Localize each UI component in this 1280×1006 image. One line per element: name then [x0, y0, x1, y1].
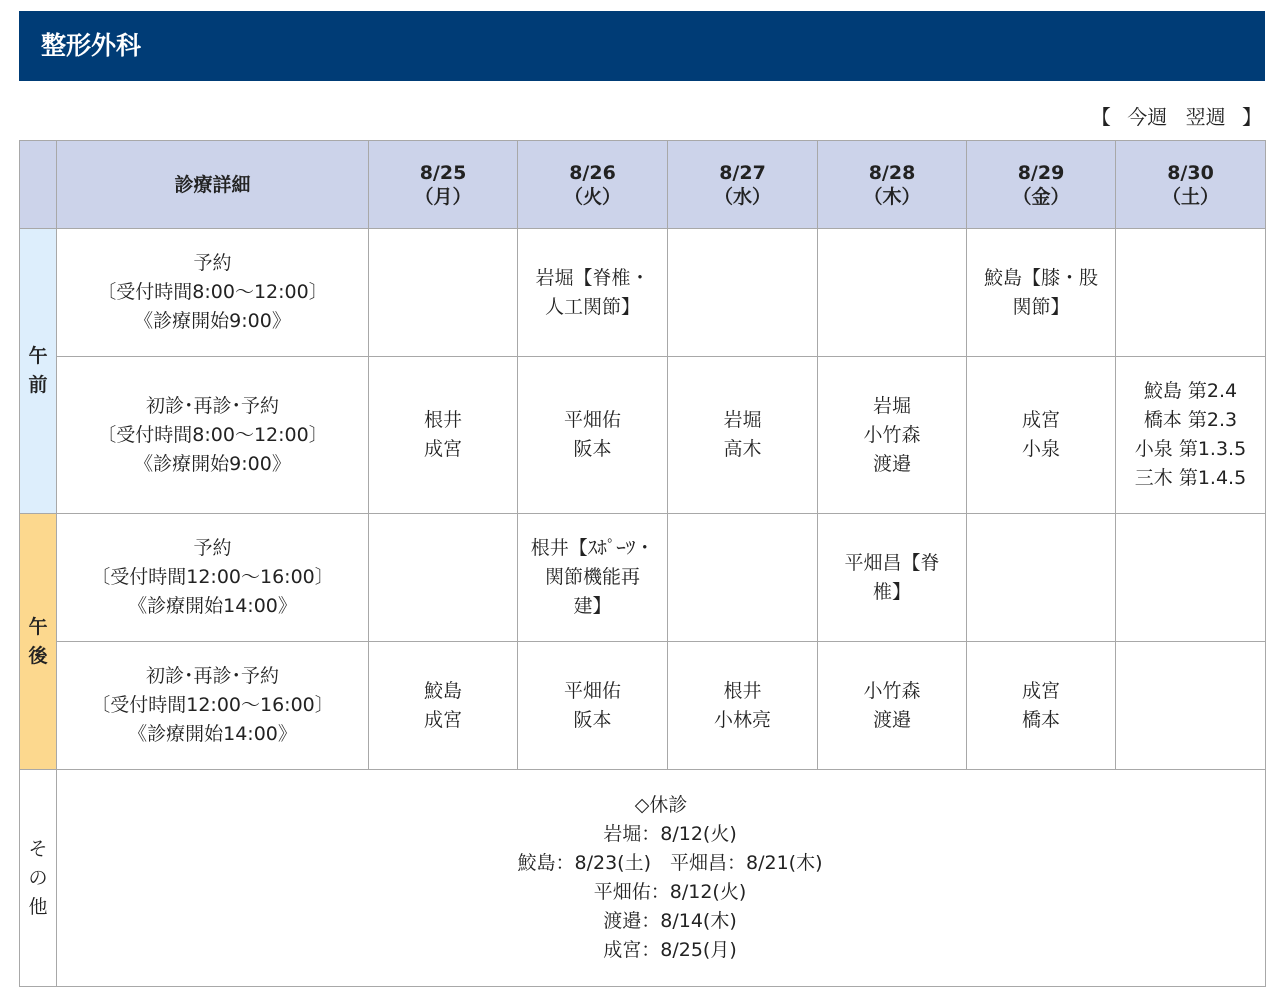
pm-label — [20, 514, 57, 770]
doctor-cell — [518, 642, 668, 770]
table-row — [20, 514, 1266, 642]
day-weekday: （土） — [1161, 185, 1219, 208]
closure-line: 平畑佑：8/12(火) — [593, 881, 747, 903]
closure-line: 渡邉：8/14(木) — [603, 910, 737, 932]
doctor-cell — [1116, 514, 1266, 642]
doctor-name: 三木 第1.4.5 — [1134, 467, 1247, 489]
doctor-cell — [818, 514, 967, 642]
detail-column-header: 診療詳細 — [57, 141, 369, 229]
notes-row — [20, 770, 1266, 987]
pm-label-char: 後 — [28, 644, 48, 667]
doctor-cell — [369, 514, 518, 642]
page-title: 整形外科 — [41, 31, 142, 60]
doctor-name: 鮫島 — [423, 679, 462, 702]
doctor-cell — [967, 514, 1116, 642]
doctor-name: 阪本 — [573, 438, 612, 460]
doctor-cell — [668, 357, 818, 514]
doctor-name: 平畑佑 — [563, 409, 621, 431]
day-header — [668, 141, 818, 229]
session-detail-line: 〔受付時間8:00～12:00〕 — [97, 423, 328, 446]
pm-label-char: 午 — [28, 615, 48, 638]
doctor-cell — [1116, 642, 1266, 770]
doctor-name: 渡邉 — [872, 708, 911, 731]
doctor-name: 関節機能再 — [544, 566, 640, 588]
doctor-cell — [668, 642, 818, 770]
session-detail-line: 《診療開始9:00》 — [134, 452, 291, 475]
closure-notes — [57, 770, 1266, 987]
doctor-name: 高木 — [723, 438, 762, 460]
doctor-name: 鮫島【膝・股 — [983, 266, 1098, 289]
doctor-cell — [818, 642, 967, 770]
doctor-name: 小林亮 — [713, 708, 771, 731]
doctor-cell — [369, 229, 518, 357]
other-label — [20, 770, 57, 987]
closure-heading: ◇休診 — [634, 794, 688, 816]
doctor-name: 平畑佑 — [563, 679, 621, 702]
doctor-cell — [967, 357, 1116, 514]
table-row — [20, 642, 1266, 770]
doctor-name: 小竹森 — [863, 423, 921, 446]
doctor-name: 平畑昌【脊 — [844, 551, 940, 574]
doctor-cell — [518, 357, 668, 514]
day-weekday: （月） — [414, 185, 472, 208]
doctor-name: 岩堀【脊椎・ — [535, 266, 650, 289]
doctor-cell — [818, 229, 967, 357]
session-detail-line: 〔受付時間12:00～16:00〕 — [91, 694, 334, 716]
closure-line: 成宮：8/25(月) — [603, 939, 737, 961]
doctor-name: 橋本 第2.3 — [1143, 409, 1238, 431]
day-weekday: （水） — [713, 185, 771, 208]
doctor-name: 小泉 第1.3.5 — [1134, 438, 1247, 460]
day-date: 8/27 — [719, 161, 766, 184]
session-detail-line: 《診療開始14:00》 — [128, 595, 297, 617]
doctor-name: 小竹森 — [863, 679, 921, 702]
doctor-cell — [668, 229, 818, 357]
doctor-name: 人工関節】 — [544, 295, 640, 318]
session-detail-cell — [57, 642, 369, 770]
doctor-name: 根井 — [423, 409, 462, 431]
table-row — [20, 357, 1266, 514]
week-nav-close-bracket: 】 — [1242, 105, 1262, 129]
closure-line: 鮫島：8/23(土) 平畑昌：8/21(木) — [517, 852, 823, 874]
am-label — [20, 229, 57, 514]
doctor-cell — [967, 229, 1116, 357]
day-header — [818, 141, 967, 229]
doctor-name: 成宮 — [423, 438, 462, 460]
am-label-char: 前 — [28, 374, 48, 396]
day-date: 8/26 — [569, 161, 616, 184]
table-row — [20, 229, 1266, 357]
am-label-char: 午 — [28, 345, 48, 367]
other-label-char: そ — [28, 837, 48, 860]
day-date: 8/30 — [1167, 161, 1214, 184]
day-header — [518, 141, 668, 229]
doctor-name: 椎】 — [872, 580, 911, 603]
table-header-row — [20, 141, 1266, 229]
doctor-name: 鮫島 第2.4 — [1143, 380, 1238, 402]
day-date: 8/25 — [419, 161, 467, 184]
doctor-cell — [518, 229, 668, 357]
day-header — [1116, 141, 1266, 229]
doctor-cell — [967, 642, 1116, 770]
doctor-name: 成宮 — [1021, 409, 1060, 431]
session-detail-line: 初診･再診･予約 — [145, 394, 279, 417]
doctor-cell — [369, 642, 518, 770]
doctor-name: 根井【ｽﾎﾟｰﾂ・ — [530, 537, 655, 559]
week-nav-open-bracket: 【 — [1090, 105, 1111, 129]
session-detail-line: 予約 — [193, 252, 232, 274]
doctor-name: 岩堀 — [723, 409, 762, 431]
doctor-cell — [818, 357, 967, 514]
day-header — [967, 141, 1116, 229]
doctor-cell — [1116, 357, 1266, 514]
doctor-name: 小泉 — [1021, 438, 1060, 460]
other-label-char: の — [28, 866, 48, 889]
doctor-name: 渡邉 — [872, 452, 911, 475]
doctor-cell — [1116, 229, 1266, 357]
day-weekday: （木） — [863, 185, 921, 208]
week-navigation — [1087, 104, 1266, 130]
session-detail-line: 《診療開始9:00》 — [134, 310, 291, 332]
session-detail-cell — [57, 229, 369, 357]
day-date: 8/28 — [868, 161, 916, 184]
doctor-name: 成宮 — [423, 708, 462, 731]
session-detail-line: 〔受付時間12:00～16:00〕 — [91, 566, 334, 588]
doctor-name: 岩堀 — [872, 394, 911, 417]
day-date: 8/29 — [1017, 161, 1065, 184]
table-corner-cell — [20, 141, 57, 229]
doctor-name: 橋本 — [1021, 708, 1060, 731]
session-detail-line: 初診･再診･予約 — [145, 665, 279, 687]
doctor-cell — [518, 514, 668, 642]
page-header — [19, 11, 1265, 81]
session-detail-cell — [57, 357, 369, 514]
doctor-name: 建】 — [573, 595, 612, 617]
doctor-name: 根井 — [723, 679, 762, 702]
closure-line: 岩堀：8/12(火) — [603, 823, 737, 845]
schedule-table — [19, 140, 1266, 987]
day-weekday: （火） — [563, 185, 621, 208]
other-label-char: 他 — [28, 895, 48, 918]
doctor-cell — [668, 514, 818, 642]
day-weekday: （金） — [1012, 185, 1070, 208]
this-week-link[interactable]: 今週 — [1127, 105, 1168, 129]
doctor-name: 阪本 — [573, 708, 612, 731]
doctor-name: 成宮 — [1021, 679, 1060, 702]
session-detail-cell — [57, 514, 369, 642]
session-detail-line: 《診療開始14:00》 — [128, 723, 297, 745]
doctor-name: 関節】 — [1012, 295, 1070, 318]
session-detail-line: 予約 — [193, 537, 232, 559]
day-header — [369, 141, 518, 229]
doctor-cell — [369, 357, 518, 514]
next-week-link[interactable]: 翌週 — [1185, 105, 1226, 129]
session-detail-line: 〔受付時間8:00～12:00〕 — [97, 281, 328, 303]
